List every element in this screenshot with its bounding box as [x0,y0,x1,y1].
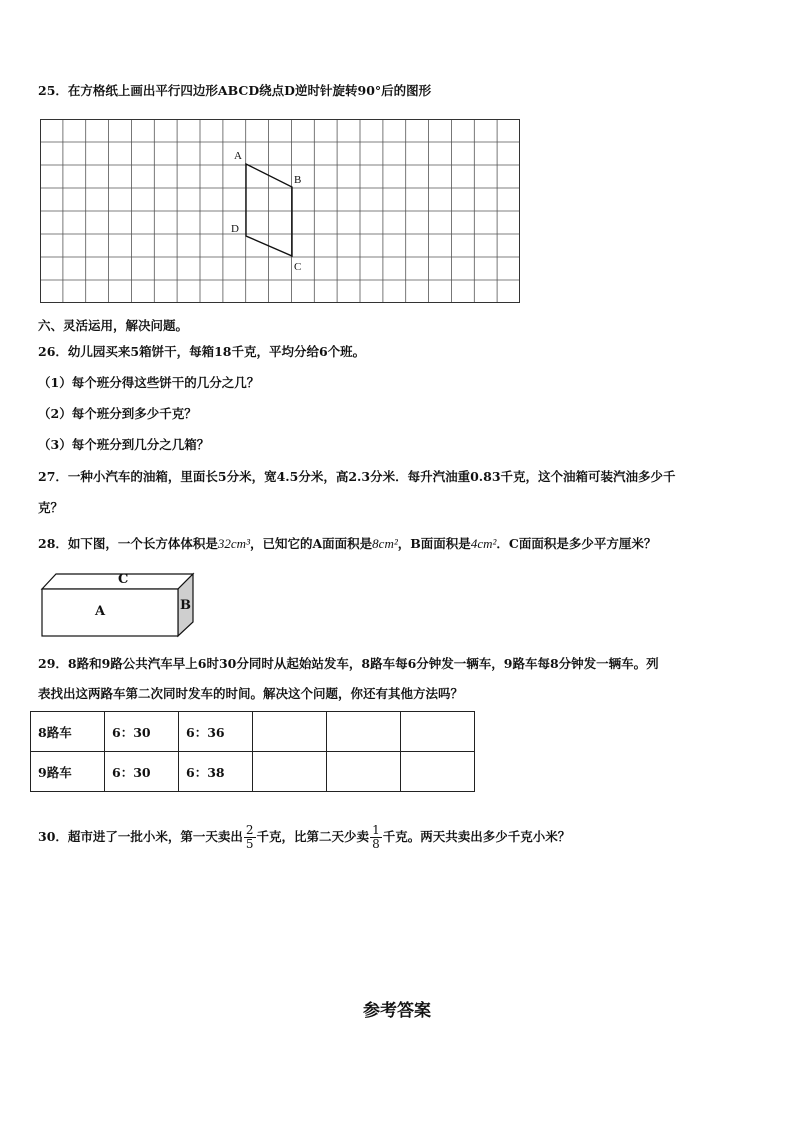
q30-part2: 千克，比第二天少卖 [256,829,370,844]
time-cell: 6：38 [179,752,253,792]
row-label: 9路车 [31,752,105,792]
face-b-label: B [180,598,191,613]
q29-line2: 表找出这两路车第二次同时发车的时间。解决这个问题，你还有其他方法吗？ [38,686,464,701]
point-a-label: A [234,150,242,162]
q30-text [38,822,570,852]
fraction-two-fifths: $\frac{2}{5}$ [245,823,254,851]
time-cell: 6：36 [179,712,253,752]
blank-cell[interactable] [401,712,475,752]
q26-sub1: （1）每个班分得这些饼干的几分之几？ [38,375,260,390]
time-cell: 6：30 [105,752,179,792]
q26-sub2: （2）每个班分到多少千克？ [38,406,197,421]
answer-key-title: 参考答案 [363,1001,431,1021]
q30-part3: 千克。两天共卖出多少千克小米？ [382,829,571,844]
face-c-label: C [118,572,129,587]
table-row [31,712,475,752]
blank-cell[interactable] [253,712,327,752]
q26-sub3: （3）每个班分到几分之几箱？ [38,437,210,452]
q28-text [38,536,656,552]
q26-text: 26．幼儿园买来5箱饼干，每箱18千克，平均分给6个班。 [38,344,366,359]
blank-cell[interactable] [401,752,475,792]
q30-part1: 30．超市进了一批小米，第一天卖出 [38,829,243,844]
point-b-label: B [294,174,302,186]
bus-schedule-table [30,711,475,792]
blank-cell[interactable] [327,712,401,752]
q28-part3: ，B面面积是 [397,536,471,551]
row-label: 8路车 [31,712,105,752]
fraction-one-eighth: $\frac{1}{8}$ [372,823,380,851]
q27-line1: 27．一种小汽车的油箱，里面长5分米，宽4.5分米，高2.3分米．每升汽油重0.83千克，这个油箱可装汽油多少千 [38,469,676,484]
q28-part4: ．C面面积是多少平方厘米？ [496,536,657,551]
face-a-label: A [95,604,106,619]
q28-part2: ，已知它的A面面积是 [249,536,373,551]
q27-line2: 克？ [38,500,64,515]
cuboid-front-face [42,589,178,636]
area-a-value: 8cm² [372,536,398,551]
point-c-label: C [294,261,302,273]
blank-cell[interactable] [327,752,401,792]
volume-value: 32cm³ [217,536,250,551]
q29-line1: 29．8路和9路公共汽车早上6时30分同时从起始站发车，8路车每6分钟发一辆车，9路车每8分钟发一辆车。列 [38,656,659,671]
q28-part1: 28．如下图，一个长方体体积是 [38,536,218,551]
time-cell: 6：30 [105,712,179,752]
blank-cell[interactable] [253,752,327,792]
area-b-value: 4cm² [470,536,497,551]
q25-text: 25．在方格纸上画出平行四边形ABCD绕点D逆时针旋转90°后的图形 [38,83,432,98]
point-d-label: D [231,223,239,235]
grid-figure [40,119,522,307]
table-row [31,752,475,792]
section-title: 六、灵活运用，解决问题。 [38,318,189,333]
